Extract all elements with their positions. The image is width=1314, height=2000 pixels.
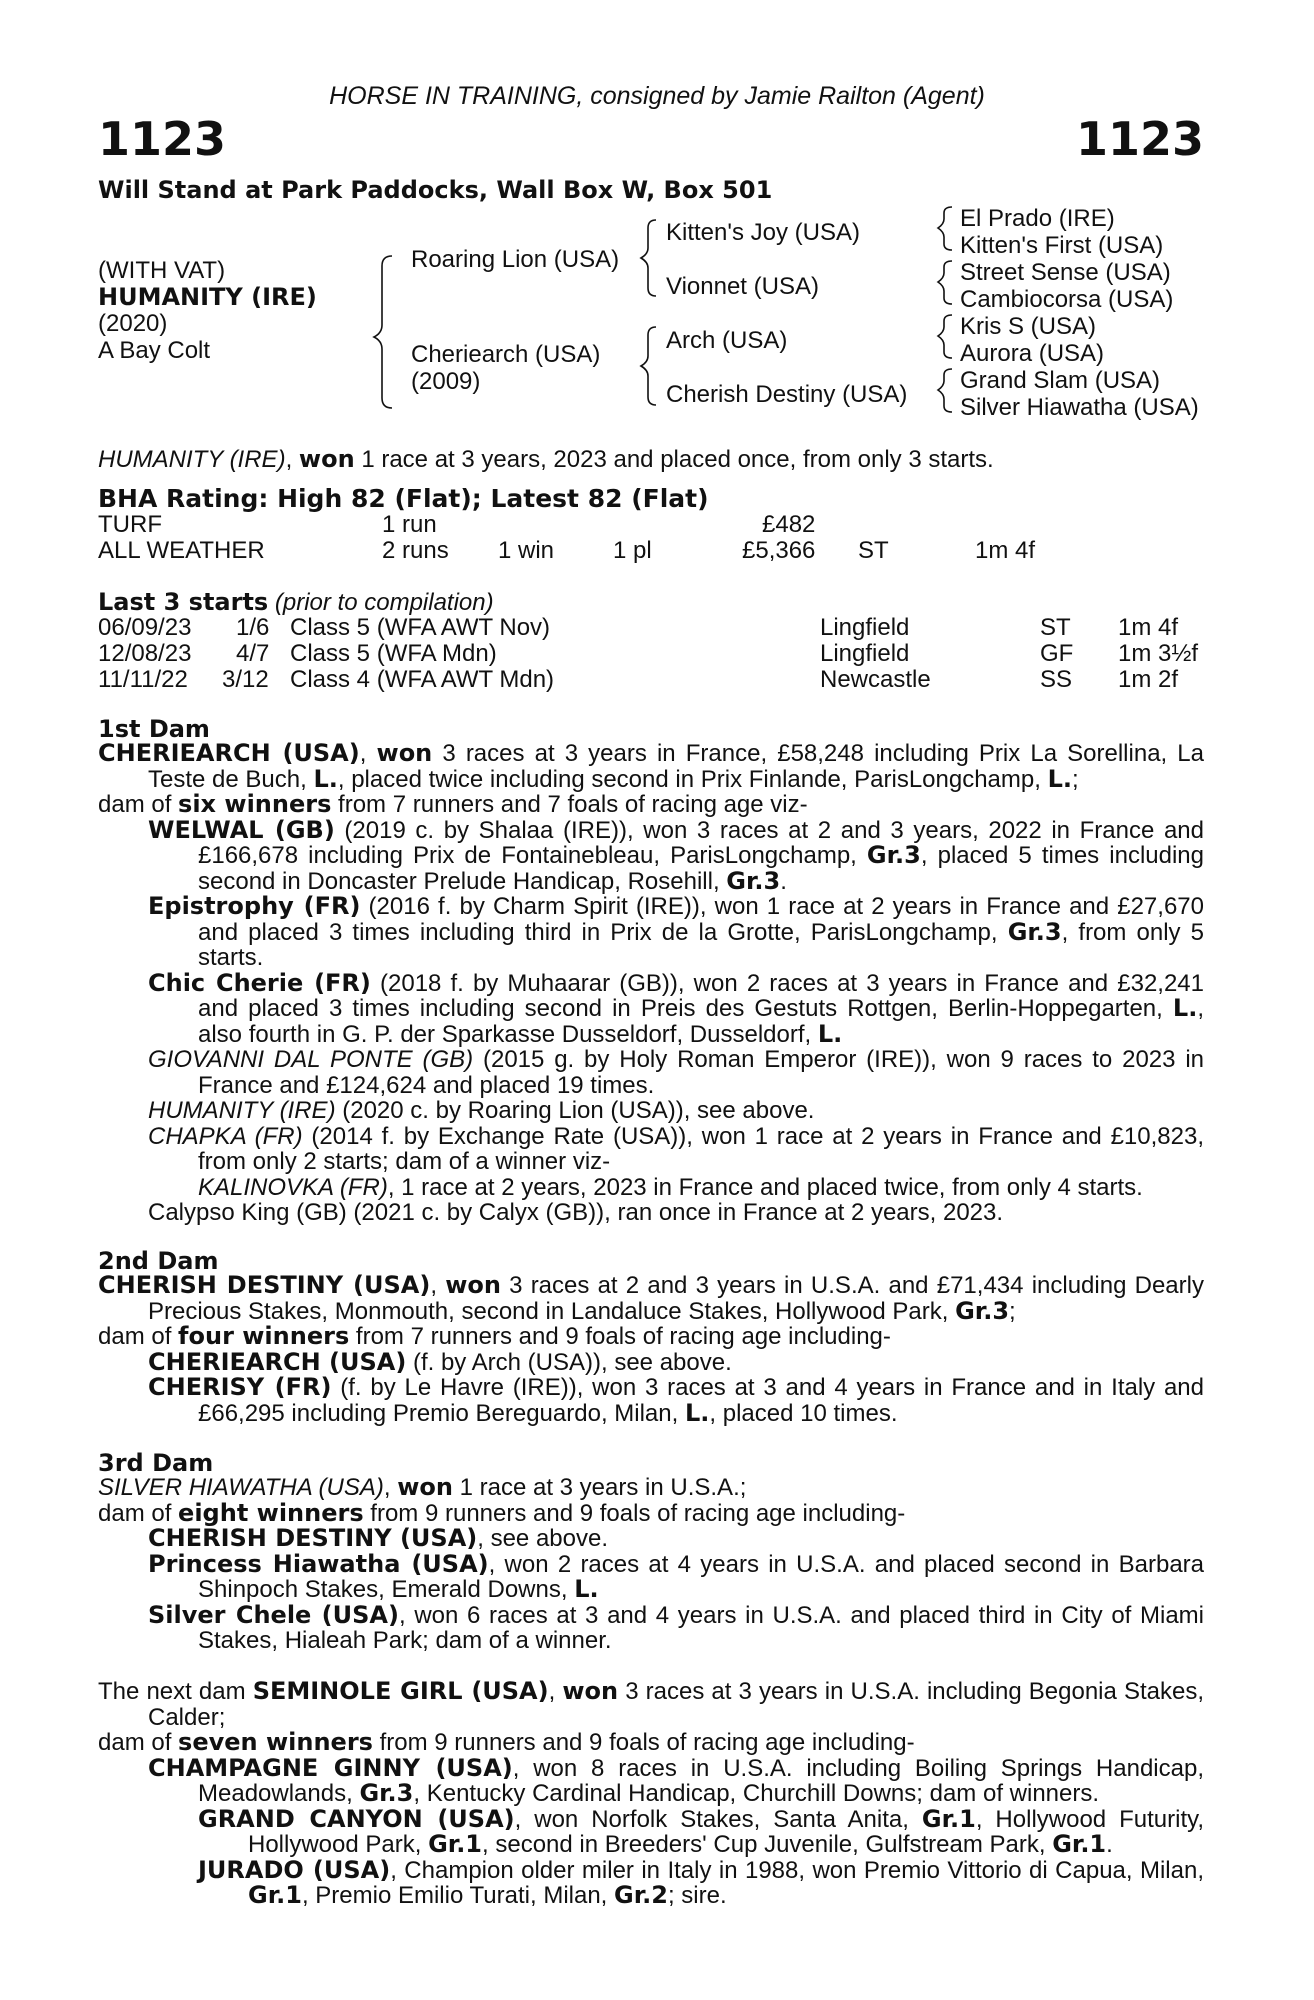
record-runs: 1 run bbox=[382, 511, 437, 538]
produce-cherisy: CHERISY (FR) (f. by Le Havre (IRE)), won 3 races at 3 and 4 years in France and in Italy and £66,295 including Premio Bereguardo, Milan, L., placed 10 times. bbox=[148, 1373, 1204, 1427]
produce-calypso-king: Calypso King (GB) (2021 c. by Calyx (GB)), ran once in France at 2 years, 2023. bbox=[148, 1199, 1004, 1226]
record-going: ST bbox=[858, 537, 889, 564]
first-dam-heading: 1st Dam bbox=[98, 715, 210, 743]
produce-epistrophy: Epistrophy (FR) (2016 f. by Charm Spirit (IRE)), won 1 race at 2 years in France and £27,670 and placed 3 times including third in Prix de la Grotte, ParisLongchamp, Gr.3, from only 5 starts. bbox=[148, 892, 1204, 971]
horse-description: A Bay Colt bbox=[98, 337, 211, 364]
first-dam-produce: dam of six winners from 7 runners and 7 foals of racing age viz- bbox=[98, 790, 808, 818]
pedigree-dds: Grand Slam (USA) bbox=[960, 367, 1161, 394]
last-starts-heading: Last 3 starts (prior to compilation) bbox=[98, 588, 494, 616]
produce-princess-hiawatha: Princess Hiawatha (USA), won 2 races at 4 years in U.S.A. and placed second in Barbara Shinpoch Stakes, Emerald Downs, L. bbox=[148, 1549, 1205, 1603]
third-dam-heading: 3rd Dam bbox=[98, 1449, 214, 1477]
record-prize: £482 bbox=[762, 511, 816, 538]
start-date: 11/11/22 bbox=[98, 666, 188, 693]
produce-jurado: JURADO (USA), Champion older miler in Italy in 1988, won Premio Vittorio di Capua, Milan, Gr.1, Premio Emilio Turati, Milan, Gr.2; sire. bbox=[198, 1855, 1204, 1909]
start-position: 3/12 bbox=[222, 666, 269, 693]
race-summary: HUMANITY (IRE), won 1 race at 3 years, 2023 and placed once, from only 3 starts. bbox=[98, 445, 994, 473]
pedigree-sire-dam: Vionnet (USA) bbox=[666, 273, 819, 300]
horse-name: HUMANITY (IRE) bbox=[98, 283, 317, 311]
second-dam-produce: dam of four winners from 7 runners and 9 foals of racing age including- bbox=[98, 1322, 891, 1350]
produce-kalinovka: KALINOVKA (FR), 1 race at 2 years, 2023 in France and placed twice, from only 4 starts. bbox=[198, 1173, 1143, 1201]
produce-grand-canyon: GRAND CANYON (USA), won Norfolk Stakes, Santa Anita, Gr.1, Hollywood Futurity, Hollywood Park, Gr.1, second in Breeders' Cup Juvenile, Gulfstream Park, Gr.1. bbox=[198, 1804, 1205, 1858]
second-dam-entry: CHERISH DESTINY (USA), won 3 races at 2 and 3 years in U.S.A. and £71,434 including Dearly Precious Stakes, Monmouth, second in Landaluce Stakes, Hollywood Park, Gr.3; bbox=[98, 1271, 1204, 1325]
third-dam-entry: SILVER HIAWATHA (USA), won 1 race at 3 years in U.S.A.; bbox=[98, 1473, 747, 1501]
start-race: Class 5 (WFA AWT Nov) bbox=[290, 614, 551, 641]
start-position: 1/6 bbox=[236, 614, 270, 641]
lot-number-left: 1123 bbox=[98, 112, 227, 166]
start-going: ST bbox=[1040, 614, 1071, 641]
pedigree-dss: Kris S (USA) bbox=[960, 313, 1097, 340]
start-race: Class 5 (WFA Mdn) bbox=[290, 640, 497, 667]
bha-rating: BHA Rating: High 82 (Flat); Latest 82 (Flat) bbox=[98, 484, 709, 513]
produce-welwal: WELWAL (GB) (2019 c. by Shalaa (IRE)), won 3 races at 2 and 3 years, 2022 in France and £166,678 including Prix de Fontainebleau, ParisLongchamp, Gr.3, placed 5 times including second in Doncaster Prelude Handicap, Rosehill, Gr.3. bbox=[148, 815, 1204, 895]
pedigree-sds: Street Sense (USA) bbox=[960, 259, 1171, 286]
record-distance: 1m 4f bbox=[975, 537, 1036, 564]
pedigree-dam-sire: Arch (USA) bbox=[666, 327, 788, 354]
second-dam-heading: 2nd Dam bbox=[98, 1247, 219, 1275]
pedigree-sdd: Cambiocorsa (USA) bbox=[960, 286, 1174, 313]
summary-horse-name: HUMANITY (IRE) bbox=[98, 446, 286, 473]
record-surface: TURF bbox=[98, 511, 162, 538]
horse-year: (2020) bbox=[98, 310, 168, 337]
start-date: 06/09/23 bbox=[98, 614, 192, 641]
pedigree-dsd: Aurora (USA) bbox=[960, 340, 1105, 367]
third-dam-section bbox=[98, 1475, 1204, 1654]
produce-giovanni: GIOVANNI DAL PONTE (GB) (2015 g. by Holy Roman Emperor (IRE)), won 9 races to 2023 in France and £124,624 and placed 19 times. bbox=[148, 1046, 1204, 1099]
pedigree-ssd: Kitten's First (USA) bbox=[960, 232, 1164, 259]
third-dam-produce: dam of eight winners from 9 runners and 9 foals of racing age including- bbox=[98, 1498, 906, 1527]
produce-cheriearch: CHERIEARCH (USA) (f. by Arch (USA)), see above. bbox=[148, 1347, 732, 1376]
produce-humanity: HUMANITY (IRE) (2020 c. by Roaring Lion (USA)), see above. bbox=[148, 1097, 815, 1124]
record-wins: 1 win bbox=[498, 537, 555, 564]
next-dam-section bbox=[98, 1679, 1204, 1909]
start-race: Class 4 (WFA AWT Mdn) bbox=[290, 666, 555, 693]
start-distance: 1m 4f bbox=[1118, 614, 1179, 641]
first-dam-entry: CHERIEARCH (USA), won 3 races at 3 years in France, £58,248 including Prix La Sorellina, La Teste de Buch, L., placed twice including second in Prix Finlande, ParisLongchamp, L.; bbox=[98, 739, 1205, 793]
produce-chapka: CHAPKA (FR) (2014 f. by Exchange Rate (USA)), won 1 race at 2 years in France and £10,823, from only 2 starts; dam of a winner viz- bbox=[148, 1122, 1204, 1175]
lot-number-right: 1123 bbox=[1075, 112, 1204, 166]
pedigree-sss: El Prado (IRE) bbox=[960, 205, 1115, 232]
next-dam-entry: The next dam SEMINOLE GIRL (USA), won 3 races at 3 years in U.S.A. including Begonia Stakes, Calder; bbox=[98, 1677, 1204, 1731]
pedigree-sire: Roaring Lion (USA) bbox=[411, 246, 620, 273]
start-date: 12/08/23 bbox=[98, 640, 192, 667]
start-going: GF bbox=[1040, 640, 1074, 667]
catalogue-header: HORSE IN TRAINING, consigned by Jamie Railton (Agent) bbox=[329, 82, 985, 110]
pedigree-sire-sire: Kitten's Joy (USA) bbox=[666, 219, 860, 246]
pedigree-dam-year: (2009) bbox=[411, 368, 481, 395]
second-dam-section bbox=[98, 1273, 1204, 1426]
record-surface: ALL WEATHER bbox=[98, 537, 265, 564]
pedigree-dam-dam: Cherish Destiny (USA) bbox=[666, 381, 908, 408]
start-going: SS bbox=[1040, 666, 1073, 693]
pedigree-dam: Cheriearch (USA) bbox=[411, 341, 601, 368]
first-dam-section bbox=[98, 741, 1204, 1226]
produce-chic-cherie: Chic Cherie (FR) (2018 f. by Muhaarar (GB)), won 2 races at 3 years in France and £32,241 and placed 3 times including second in Preis des Gestuts Rottgen, Berlin-Hoppegarten, L., also fourth in G. P. der Sparkasse Dusseldorf, Dusseldorf, L. bbox=[148, 968, 1204, 1048]
stand-location: Will Stand at Park Paddocks, Wall Box W, Box 501 bbox=[98, 176, 773, 204]
produce-silver-chele: Silver Chele (USA), won 6 races at 3 and 4 years in U.S.A. and placed third in City of Miami Stakes, Hialeah Park; dam of a winner. bbox=[148, 1600, 1204, 1654]
start-distance: 1m 3½f bbox=[1118, 640, 1199, 667]
record-prize: £5,366 bbox=[742, 537, 816, 564]
next-dam-produce: dam of seven winners from 9 runners and 9 foals of racing age including- bbox=[98, 1728, 915, 1756]
start-course: Lingfield bbox=[820, 614, 910, 641]
start-course: Newcastle bbox=[820, 666, 931, 693]
start-course: Lingfield bbox=[820, 640, 910, 667]
produce-cherish-destiny: CHERISH DESTINY (USA), see above. bbox=[148, 1524, 609, 1552]
start-position: 4/7 bbox=[236, 640, 270, 667]
pedigree-ddd: Silver Hiawatha (USA) bbox=[960, 394, 1199, 421]
vat-note: (WITH VAT) bbox=[98, 257, 226, 284]
start-distance: 1m 2f bbox=[1118, 666, 1179, 693]
pedigree-braces bbox=[0, 0, 1314, 430]
record-placed: 1 pl bbox=[613, 537, 652, 564]
produce-champagne-ginny: CHAMPAGNE GINNY (USA), won 8 races in U.S.A. including Boiling Springs Handicap, Meadowlands, Gr.3, Kentucky Cardinal Handicap, Churchill Downs; dam of winners. bbox=[148, 1753, 1204, 1807]
record-runs: 2 runs bbox=[382, 537, 449, 564]
